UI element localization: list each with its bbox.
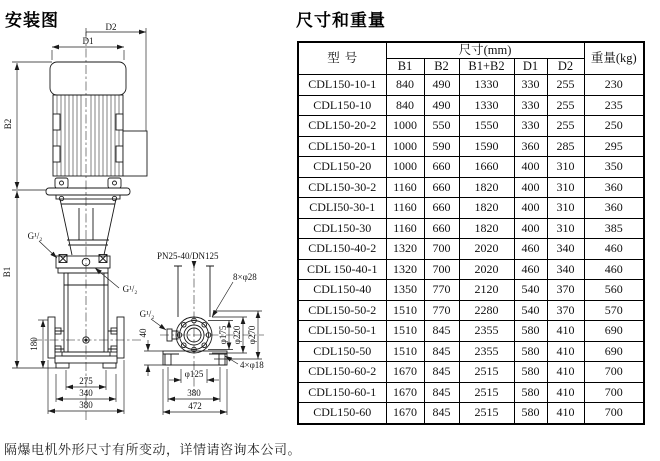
b1-cell: 1320 (386, 259, 424, 280)
table-row (298, 321, 644, 342)
b2-cell: 660 (424, 157, 459, 178)
d2-cell: 255 (547, 95, 584, 116)
b1-cell: 1670 (386, 362, 424, 383)
b1-cell: 1160 (386, 218, 424, 239)
model-cell: CDL150-50-1 (298, 321, 386, 342)
b1b2-cell: 2355 (459, 321, 514, 342)
table-header (298, 42, 644, 75)
terminal-box (123, 131, 147, 176)
weight-cell: 700 (584, 403, 644, 424)
b1-cell: 1510 (386, 321, 424, 342)
d1-cell: 330 (514, 75, 547, 96)
d2-cell: 310 (547, 218, 584, 239)
col-header-b2: B2 (424, 59, 459, 75)
weight-cell: 690 (584, 341, 644, 362)
d1-cell: 580 (514, 403, 547, 424)
d2-cell: 310 (547, 198, 584, 219)
model-cell: CDL150-10 (298, 95, 386, 116)
b2-cell: 700 (424, 239, 459, 260)
b1b2-cell: 2515 (459, 403, 514, 424)
motor-flange (46, 188, 130, 195)
model-cell: CDL150-40 (298, 280, 386, 301)
b1b2-cell: 2120 (459, 280, 514, 301)
b2-cell: 770 (424, 280, 459, 301)
d1-cell: 460 (514, 239, 547, 260)
d1-cell: 580 (514, 382, 547, 403)
d1-cell: 400 (514, 198, 547, 219)
table-row (298, 403, 644, 424)
weight-cell: 385 (584, 218, 644, 239)
col-header-weight: 重量(kg) (584, 42, 644, 75)
b2-cell: 770 (424, 300, 459, 321)
b1-cell: 840 (386, 75, 424, 96)
d1-cell: 580 (514, 321, 547, 342)
dimensions-weight-title: 尺寸和重量 (296, 11, 386, 31)
d2-cell: 410 (547, 362, 584, 383)
b1-cell: 1000 (386, 136, 424, 157)
centerlines (33, 32, 264, 420)
model-cell: CDL150-60 (298, 403, 386, 424)
pump-elevation-view (46, 62, 147, 368)
dim-label-270: φ270 (247, 325, 257, 345)
b2-cell: 490 (424, 95, 459, 116)
weight-cell: 230 (584, 75, 644, 96)
b1b2-cell: 1590 (459, 136, 514, 157)
table-row (298, 157, 644, 178)
b1b2-cell: 2280 (459, 300, 514, 321)
table-row (298, 362, 644, 383)
model-cell: CDL150-30 (298, 218, 386, 239)
dim-label-b1: B1 (2, 266, 12, 278)
weight-cell: 360 (584, 198, 644, 219)
b1b2-cell: 2515 (459, 382, 514, 403)
d2-cell: 340 (547, 259, 584, 280)
b1-cell: 840 (386, 95, 424, 116)
d2-cell: 255 (547, 75, 584, 96)
d1-cell: 540 (514, 280, 547, 301)
b2-cell: 660 (424, 177, 459, 198)
d2-cell: 410 (547, 321, 584, 342)
d2-cell: 410 (547, 341, 584, 362)
b1b2-cell: 2020 (459, 239, 514, 260)
dim-label-175: φ175 (218, 325, 228, 345)
b2-cell: 845 (424, 321, 459, 342)
col-header-d2: D2 (547, 59, 584, 75)
table-row (298, 116, 644, 137)
b2-cell: 590 (424, 136, 459, 157)
dim-label-d2: D2 (105, 22, 117, 32)
label-g-half-side: G¹/₂ (139, 309, 155, 319)
d1-cell: 330 (514, 95, 547, 116)
col-header-b1: B1 (386, 59, 424, 75)
d2-cell: 340 (547, 239, 584, 260)
motor-fins (57, 95, 119, 176)
table-row (298, 259, 644, 280)
d1-cell: 580 (514, 362, 547, 383)
table-row (298, 95, 644, 116)
b1b2-cell: 1330 (459, 75, 514, 96)
dim-label-b2: B2 (3, 118, 13, 130)
table-row (298, 177, 644, 198)
table-row (298, 136, 644, 157)
model-cell: CDL150-50-2 (298, 300, 386, 321)
model-cell: CDL150-30-2 (298, 177, 386, 198)
model-cell: CDLI50-30-1 (298, 198, 386, 219)
dim-label-340: 340 (79, 388, 93, 398)
d1-cell: 400 (514, 177, 547, 198)
model-cell: CDL 150-40-1 (298, 259, 386, 280)
weight-cell: 690 (584, 321, 644, 342)
table-row (298, 239, 644, 260)
label-bolt-circle-8: 8×φ28 (233, 272, 257, 282)
b1b2-cell: 1820 (459, 177, 514, 198)
dim-label-472: 472 (188, 401, 202, 411)
model-cell: CDL150-20 (298, 157, 386, 178)
label-bolt-holes-4: 4×φ18 (240, 360, 264, 370)
b2-cell: 845 (424, 341, 459, 362)
weight-cell: 250 (584, 116, 644, 137)
d1-cell: 400 (514, 218, 547, 239)
table-row (298, 218, 644, 239)
footnote: 隔爆电机外形尺寸有所变动，详情请咨询本公司。 (4, 442, 302, 457)
table-body (298, 75, 644, 424)
weight-cell: 560 (584, 280, 644, 301)
model-cell: CDL150-60-1 (298, 382, 386, 403)
model-cell: CDL150-60-2 (298, 362, 386, 383)
b1-cell: 1160 (386, 177, 424, 198)
b2-cell: 550 (424, 116, 459, 137)
model-cell: CDL150-10-1 (298, 75, 386, 96)
model-cell: CDL150-20-1 (298, 136, 386, 157)
d2-cell: 310 (547, 177, 584, 198)
flange-face-view (163, 266, 227, 365)
dim-label-275: 275 (79, 376, 93, 386)
weight-cell: 460 (584, 259, 644, 280)
b1-cell: 1670 (386, 403, 424, 424)
d2-cell: 255 (547, 116, 584, 137)
table-row (298, 280, 644, 301)
d1-cell: 330 (514, 116, 547, 137)
d2-cell: 310 (547, 157, 584, 178)
b2-cell: 490 (424, 75, 459, 96)
dim-label-180: 180 (29, 337, 39, 351)
dim-label-40: 40 (138, 328, 148, 338)
b2-cell: 845 (424, 362, 459, 383)
col-header-model: 型号 (298, 42, 386, 75)
installation-diagram-title: 安装图 (5, 11, 59, 31)
motor-body (53, 95, 123, 176)
weight-cell: 235 (584, 95, 644, 116)
table-row (298, 198, 644, 219)
table-row (298, 382, 644, 403)
weight-cell: 700 (584, 362, 644, 383)
d1-cell: 540 (514, 300, 547, 321)
b1-cell: 1160 (386, 198, 424, 219)
table-row (298, 300, 644, 321)
weight-cell: 460 (584, 239, 644, 260)
table-row (298, 75, 644, 96)
model-cell: CDL150-50 (298, 341, 386, 362)
col-header-d1: D1 (514, 59, 547, 75)
b1b2-cell: 1550 (459, 116, 514, 137)
label-g-half-head: G¹/₂ (122, 284, 138, 294)
d1-cell: 360 (514, 136, 547, 157)
dim-label-125: φ125 (184, 369, 204, 379)
motor-fan-cover (50, 62, 126, 95)
model-cell: CDL150-40-2 (298, 239, 386, 260)
weight-cell: 360 (584, 177, 644, 198)
weight-cell: 350 (584, 157, 644, 178)
b1b2-cell: 1660 (459, 157, 514, 178)
b1-cell: 1670 (386, 382, 424, 403)
b2-cell: 660 (424, 218, 459, 239)
d2-cell: 410 (547, 382, 584, 403)
label-g-half-upper: G¹/₂ (27, 231, 43, 241)
b2-cell: 700 (424, 259, 459, 280)
b1b2-cell: 1820 (459, 218, 514, 239)
col-header-size: 尺寸(mm) (386, 42, 584, 59)
d2-cell: 410 (547, 403, 584, 424)
weight-cell: 295 (584, 136, 644, 157)
b1b2-cell: 2020 (459, 259, 514, 280)
b1-cell: 1000 (386, 157, 424, 178)
b1-cell: 1510 (386, 341, 424, 362)
weight-cell: 570 (584, 300, 644, 321)
installation-diagram (0, 0, 295, 435)
b1-cell: 1000 (386, 116, 424, 137)
b2-cell: 660 (424, 198, 459, 219)
d2-cell: 370 (547, 280, 584, 301)
model-cell: CDL150-20-2 (298, 116, 386, 137)
b1-cell: 1320 (386, 239, 424, 260)
weight-cell: 700 (584, 382, 644, 403)
pump-head (56, 255, 110, 274)
motor-stool (56, 195, 120, 255)
dimension-labels (2, 22, 264, 411)
d1-cell: 460 (514, 259, 547, 280)
col-header-b1b2: B1+B2 (459, 59, 514, 75)
d1-cell: 400 (514, 157, 547, 178)
d1-cell: 580 (514, 341, 547, 362)
b1b2-cell: 2515 (459, 362, 514, 383)
b1-cell: 1350 (386, 280, 424, 301)
dimension-lines (12, 28, 262, 415)
d2-cell: 370 (547, 300, 584, 321)
dim-label-380-left: 380 (79, 400, 93, 410)
dim-label-220: φ220 (232, 325, 242, 345)
table-row (298, 341, 644, 362)
b2-cell: 845 (424, 403, 459, 424)
b1b2-cell: 2355 (459, 341, 514, 362)
b1b2-cell: 1330 (459, 95, 514, 116)
dimensions-weight-table (297, 41, 645, 425)
dim-label-380-right: 380 (187, 388, 201, 398)
b1-cell: 1510 (386, 300, 424, 321)
b2-cell: 845 (424, 382, 459, 403)
label-flange-rating: PN25-40/DN125 (157, 251, 219, 261)
b1b2-cell: 1820 (459, 198, 514, 219)
dim-label-d1: D1 (82, 36, 94, 46)
d2-cell: 285 (547, 136, 584, 157)
